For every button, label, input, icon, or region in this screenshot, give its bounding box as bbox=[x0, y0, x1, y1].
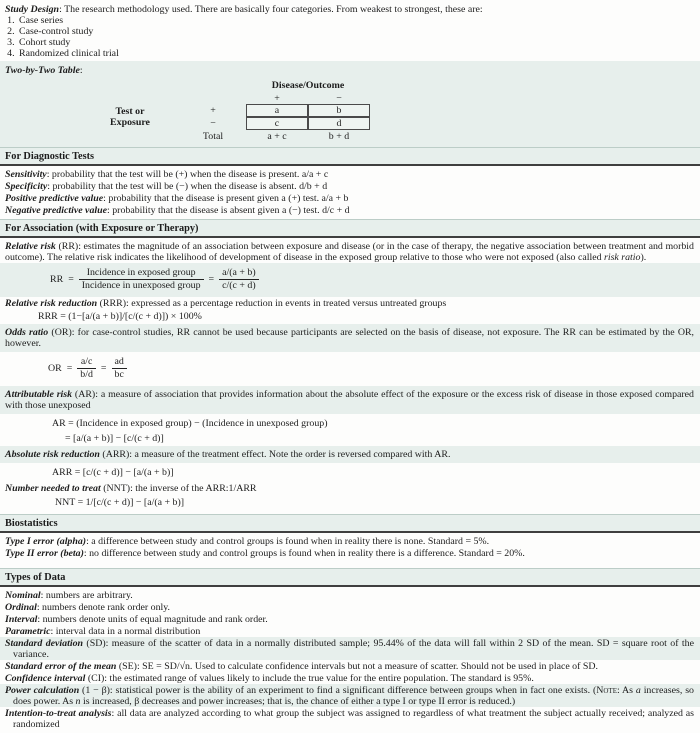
test-exposure-label: Test or Exposure bbox=[110, 106, 150, 128]
formula-rrr: RRR = (1−[a/(a + b)]/[c/(c + d)]) × 100% bbox=[38, 311, 202, 322]
definition-specificity: Specificity: probability that the test will be (−) when the disease is absent. d/b + d bbox=[5, 181, 328, 192]
fraction-incidence: $\frac{\text{Incidence in exposed group}}{\text{Incidence in unexposed group}}$ bbox=[79, 267, 204, 292]
formula-ar-line1: AR = (Incidence in exposed group) − (Incidence in unexposed group) bbox=[52, 418, 328, 429]
section-header-biostatistics: Biostatistics bbox=[0, 514, 700, 533]
definition-number-needed-to-treat: Number needed to treat (NNT): the inverse of the ARR:1/ARR bbox=[5, 483, 257, 494]
section-header-diagnostic-tests: For Diagnostic Tests bbox=[0, 147, 700, 166]
section-header-types-of-data: Types of Data bbox=[0, 568, 700, 587]
definition-attributable-risk: Attributable risk (AR): a measure of association that provides information about the absolute effect of the exposure or the excess risk of disease in those exposed compared with those unexposed bbox=[0, 386, 700, 414]
row-negative-sign: − bbox=[210, 118, 216, 129]
fraction-rr-cells: $\frac{a/(a + b)}{c/(c + d)}$ bbox=[219, 267, 259, 292]
definition-type-i-error: Type I error (alpha): a difference between study and control groups is found when in reality there is none. Standard = 5%. bbox=[5, 536, 490, 547]
definition-confidence-interval: Confidence interval (CI): the estimated range of values likely to include the true value for the entire population. The standard is 95%. bbox=[5, 673, 534, 684]
disease-outcome-header: Disease/Outcome bbox=[271, 80, 345, 91]
definition-type-ii-error: Type II error (beta): no difference between study and control groups is found when in reality there is a difference. Standard = 20%. bbox=[5, 548, 525, 559]
study-design-block bbox=[0, 0, 700, 61]
definition-nominal: Nominal: numbers are arbitrary. bbox=[5, 590, 133, 601]
cell-c: c bbox=[246, 117, 308, 130]
definition-ordinal: Ordinal: numbers denote rank order only. bbox=[5, 602, 171, 613]
definition-relative-risk: Relative risk (RR): estimates the magnitude of an association between exposure and disease (or in the case of therapy, the negative association between treatment and morbid outcome). The relative risk indicates the likelihood of development of disease in the exposed group relative to those who were not exposed (also called risk ratio). bbox=[5, 241, 694, 263]
biostatistics-definitions bbox=[0, 533, 700, 562]
col-negative-sign: − bbox=[336, 92, 342, 104]
total-b-plus-d: b + d bbox=[328, 131, 350, 142]
total-a-plus-c: a + c bbox=[267, 131, 287, 142]
formula-ar-line2: = [a/(a + b)] − [c/(c + d)] bbox=[65, 433, 164, 444]
study-design-list bbox=[0, 15, 700, 59]
cell-a: a bbox=[246, 104, 308, 117]
definition-positive-predictive-value: Positive predictive value: probability that the disease is present given a (+) test. a/a + b bbox=[5, 193, 349, 204]
list-item: 3. Cohort study bbox=[17, 37, 700, 48]
section-header-association: For Association (with Exposure or Therapy) bbox=[0, 219, 700, 238]
definition-interval: Interval: numbers denote units of equal magnitude and rank order. bbox=[5, 614, 268, 625]
definition-parametric: Parametric: interval data in a normal distribution bbox=[5, 626, 201, 637]
row-positive-sign: + bbox=[210, 105, 216, 116]
formula-arr: ARR = [c/(c + d)] − [a/(a + b)] bbox=[52, 467, 174, 478]
definition-absolute-risk-reduction: Absolute risk reduction (ARR): a measure of the treatment effect. Note the order is reversed compared with AR. bbox=[0, 446, 700, 463]
two-by-two-block bbox=[0, 61, 700, 147]
definition-relative-risk-reduction: Relative risk reduction (RRR): expressed as a percentage reduction in events in treated versus untreated groups bbox=[5, 298, 447, 309]
list-item: 4. Randomized clinical trial bbox=[17, 48, 700, 59]
definition-negative-predictive-value: Negative predictive value: probability that the disease is absent given a (−) test. d/c + d bbox=[5, 205, 350, 216]
study-design-definition: Study Design: The research methodology used. There are basically four categories. From weakest to strongest, these are: bbox=[5, 4, 483, 15]
definition-odds-ratio: Odds ratio (OR): for case-control studies, RR cannot be used because participants are selected on the basis of disease, not exposure. The RR can be estimated by the OR, however. bbox=[0, 324, 700, 352]
cell-d: d bbox=[308, 117, 370, 130]
definition-standard-error: Standard error of the mean (SE): SE = SD/√n. Used to calculate confidence intervals but not a measure of scatter. Should not be used in place of SD. bbox=[5, 661, 598, 672]
cell-b: b bbox=[308, 104, 370, 117]
definition-intention-to-treat: Intention-to-treat analysis: all data are analyzed according to what group the subject was assigned to regardless of what treatment the subject actually received; analyzed as randomized bbox=[5, 708, 694, 730]
definition-sensitivity: Sensitivity: probability that the test will be (+) when the disease is present. a/a + c bbox=[5, 169, 329, 180]
fraction-or-odds: $\frac{a/c}{b/d}$ bbox=[77, 356, 96, 381]
diagnostic-definitions bbox=[0, 166, 700, 219]
list-item: 2. Case-control study bbox=[17, 26, 700, 37]
types-of-data-definitions bbox=[0, 587, 700, 733]
definition-power-calculation: Power calculation (1 − β): statistical power is the ability of an experiment to find a significant difference between groups when in fact one exists. (Note: As a increases, so does power. As n is increased, β decreases and power increases; that is, the chance of either a type I or type II error is reduced.) bbox=[0, 684, 700, 707]
definition-standard-deviation: Standard deviation (SD): measure of the scatter of data in a normally distributed sample; 95.44% of the data will fall within 2 SD of the mean. SD = square root of the variance. bbox=[0, 637, 700, 660]
total-label: Total bbox=[202, 131, 224, 142]
list-item: 1. Case series bbox=[17, 15, 700, 26]
two-by-two-table bbox=[30, 79, 700, 143]
association-definitions bbox=[0, 238, 700, 514]
two-by-two-label: Two-by-Two Table: bbox=[5, 65, 83, 76]
fraction-or-adbc: $\frac{ad}{bc}$ bbox=[112, 356, 127, 381]
col-positive-sign: + bbox=[274, 92, 280, 104]
formula-nnt: NNT = 1/[c/(c + d)] − [a/(a + b)] bbox=[55, 497, 185, 508]
formula-odds-ratio: OR = $\frac{a/c}{b/d}$ = $\frac{ad}{bc}$ bbox=[0, 352, 700, 386]
formula-relative-risk: RR = $\frac{\text{Incidence in exposed group}}{\text{Incidence in unexposed group}}$ = $\frac{a/(a + b)}{c/(c + d)}$ bbox=[0, 263, 700, 297]
